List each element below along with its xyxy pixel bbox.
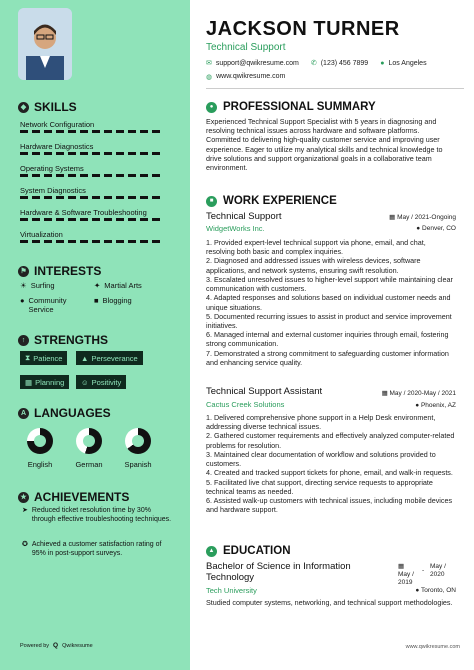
skill-bar: [20, 218, 162, 221]
skill-item: System Diagnostics: [20, 186, 86, 195]
email-link[interactable]: support@qwikresume.com: [215, 59, 299, 67]
summary-icon: ●: [206, 102, 217, 113]
achievement-item: ✪ Achieved a customer satisfaction rating of 95% in post-support surveys.: [22, 541, 162, 557]
calendar-icon: ▦: [381, 390, 390, 397]
strength-badge: ▦ Planning: [20, 375, 69, 389]
sidebar: [0, 0, 190, 670]
interest-item: ✦ Martial Arts: [94, 281, 142, 290]
contact-row: [206, 59, 427, 67]
skill-item: Hardware & Software Troubleshooting: [20, 208, 147, 217]
candidate-name: JACKSON TURNER: [206, 18, 400, 40]
star-icon: ✪: [22, 541, 28, 548]
skill-bar: [20, 196, 162, 199]
language-level-chart: [125, 428, 151, 454]
experience-heading: ■ WORK EXPERIENCE: [206, 195, 337, 207]
skill-bar: [20, 130, 162, 133]
date-separator: -: [422, 567, 425, 574]
website-row: [206, 73, 285, 81]
achievements-heading: ★ ACHIEVEMENTS: [18, 490, 129, 504]
calendar-icon: ▦: [389, 214, 398, 221]
languages-icon: A: [18, 408, 29, 419]
skill-bar: [20, 240, 162, 243]
job-location: ● Denver, CO: [416, 225, 456, 232]
bullet: 2. Gathered customer requirements and effectively analyzed computer-related problems for resolution.: [206, 431, 455, 450]
degree: Bachelor of Science in Information Technology: [206, 561, 351, 584]
job-location: ● Phoenix, AZ: [415, 402, 456, 409]
strengths-heading: ↑ STRENGTHS: [18, 333, 108, 347]
interests-heading: ⚑ INTERESTS: [18, 264, 101, 278]
interest-item: ■ Blogging: [94, 296, 132, 305]
phone-text: (123) 456 7899: [320, 59, 369, 67]
language-item: Spanish: [118, 428, 158, 469]
company-name: WidgetWorks Inc.: [206, 224, 265, 233]
trophy-icon: ★: [18, 492, 29, 503]
bullet: 6. Managed internal and external customer inquiries through email, fostering strong communication.: [206, 330, 449, 349]
skill-item: Network Configuration: [20, 120, 95, 129]
pin-icon: ●: [416, 225, 423, 232]
globe-icon: ◍: [206, 74, 213, 81]
skill-item: Virtualization: [20, 230, 63, 239]
job-title: Technical Support: [206, 211, 282, 222]
interest-item: ● Community Service: [20, 296, 67, 314]
skills-heading: ◆ SKILLS: [18, 100, 77, 114]
interest-item: ☀ Surfing: [20, 281, 55, 290]
edu-date-to: May / 2020: [430, 563, 446, 578]
bullet: 1. Provided expert-level technical support via phone, email, and chat, resolving both basic and complex inquiries.: [206, 238, 426, 257]
pin-icon: ●: [415, 587, 421, 594]
bullet: 3. Escalated unresolved issues to higher-level support while maintaining clear communication with customers.: [206, 274, 453, 294]
skill-item: Operating Systems: [20, 164, 84, 173]
surfing-icon: ☀: [20, 281, 27, 290]
language-item: English: [20, 428, 60, 469]
job-title: Technical Support: [206, 42, 286, 53]
graduation-icon: ▲: [206, 546, 217, 557]
martial-arts-icon: ✦: [94, 281, 101, 290]
mountain-icon: ▲: [81, 353, 89, 363]
qwikresume-logo: Q: [53, 642, 59, 649]
summary-heading: ● PROFESSIONAL SUMMARY: [206, 101, 376, 113]
edu-location: ● Toronto, ON: [415, 587, 456, 594]
achievement-item: ➤ Reduced ticket resolution time by 30% through effective troubleshooting techniques.: [22, 507, 172, 523]
calendar-icon: ▦: [398, 563, 405, 570]
mail-icon: ✉: [206, 60, 212, 67]
footer-url[interactable]: www.qwikresume.com: [405, 644, 460, 650]
footer-powered: Powered by Q Qwikresume: [20, 642, 93, 649]
rocket-icon: ➤: [22, 507, 28, 514]
main-content: [190, 0, 474, 670]
school-name: Tech University: [206, 586, 257, 595]
bullet: 5. Documented recurring issues to assist in product and service improvement initiatives.: [206, 311, 452, 330]
location-text: Los Angeles: [388, 59, 427, 67]
job-bullets: [206, 413, 456, 514]
smile-icon: ☺: [81, 377, 89, 387]
bullet: 1. Delivered comprehensive phone support in a Help Desk environment, addressing diverse technical issues.: [206, 413, 436, 432]
bullet: 5. Facilitated live chat support, directing service requests to appropriate technical teams as needed.: [206, 477, 433, 496]
skill-bar: [20, 152, 162, 155]
strength-badge: ▲ Perseverance: [76, 351, 143, 365]
bullet: 7. Demonstrated a strong commitment to safeguarding customer information and enhancing service quality.: [206, 348, 449, 367]
company-name: Cactus Creek Solutions: [206, 400, 285, 409]
bullet: 4. Created and tracked support tickets for phone, email, and walk-in requests.: [206, 468, 453, 478]
job-title: Technical Support Assistant: [206, 386, 323, 397]
bullet: 6. Assisted walk-up customers with technical issues, including mobile devices and hardware support.: [206, 495, 453, 515]
job-dates: ▦ May / 2020-May / 2021: [381, 390, 456, 397]
website-link[interactable]: www.qwikresume.com: [216, 73, 286, 80]
bullet: 4. Adapted responses and solutions based on individual customer needs and unique situations.: [206, 293, 451, 312]
pin-icon: ●: [415, 402, 421, 409]
interests-icon: ⚑: [18, 266, 29, 277]
language-level-chart: [76, 428, 102, 454]
strength-badge: ☺ Positivity: [76, 375, 126, 389]
job-bullets: [206, 238, 456, 367]
language-item: German: [69, 428, 109, 469]
summary-text: Experienced Technical Support Specialist with 5 years in diagnosing and resolving technical issues across hardware and software platforms. Committed to delivering high-quality customer service and improving user experience. Eager to utilize my analytical skills and technical knowledge to drive solutions and support organizational goals in a collaborative team environment.: [206, 117, 443, 173]
profile-photo: [18, 8, 72, 80]
community-icon: ●: [20, 296, 25, 305]
bullet: 2. Diagnosed and addressed issues with wireless devices, software applications, and network systems, ensuring swift resolution.: [206, 256, 421, 275]
strengths-icon: ↑: [18, 335, 29, 346]
strength-badge: ⧗ Patience: [20, 351, 67, 365]
briefcase-icon: ■: [206, 196, 217, 207]
education-heading: ▲ EDUCATION: [206, 545, 291, 557]
job-dates: ▦ May / 2021-Ongoing: [389, 214, 456, 221]
languages-heading: A LANGUAGES: [18, 406, 111, 420]
location-icon: ●: [380, 59, 385, 67]
phone-icon: ✆: [310, 60, 317, 67]
skill-bar: [20, 174, 162, 177]
education-text: Studied computer systems, networking, and technical support methodologies.: [206, 598, 453, 607]
language-level-chart: [27, 428, 53, 454]
hourglass-icon: ⧗: [25, 353, 31, 362]
planning-icon: ▦: [25, 377, 33, 387]
skills-icon: ◆: [18, 102, 29, 113]
bullet: 3. Maintained clear documentation of workflow and solutions provided to customers.: [206, 449, 436, 469]
divider: [206, 88, 464, 89]
edu-date-from: ▦ May / 2019: [398, 563, 414, 586]
skill-item: Hardware Diagnostics: [20, 142, 94, 151]
blogging-icon: ■: [94, 296, 99, 305]
